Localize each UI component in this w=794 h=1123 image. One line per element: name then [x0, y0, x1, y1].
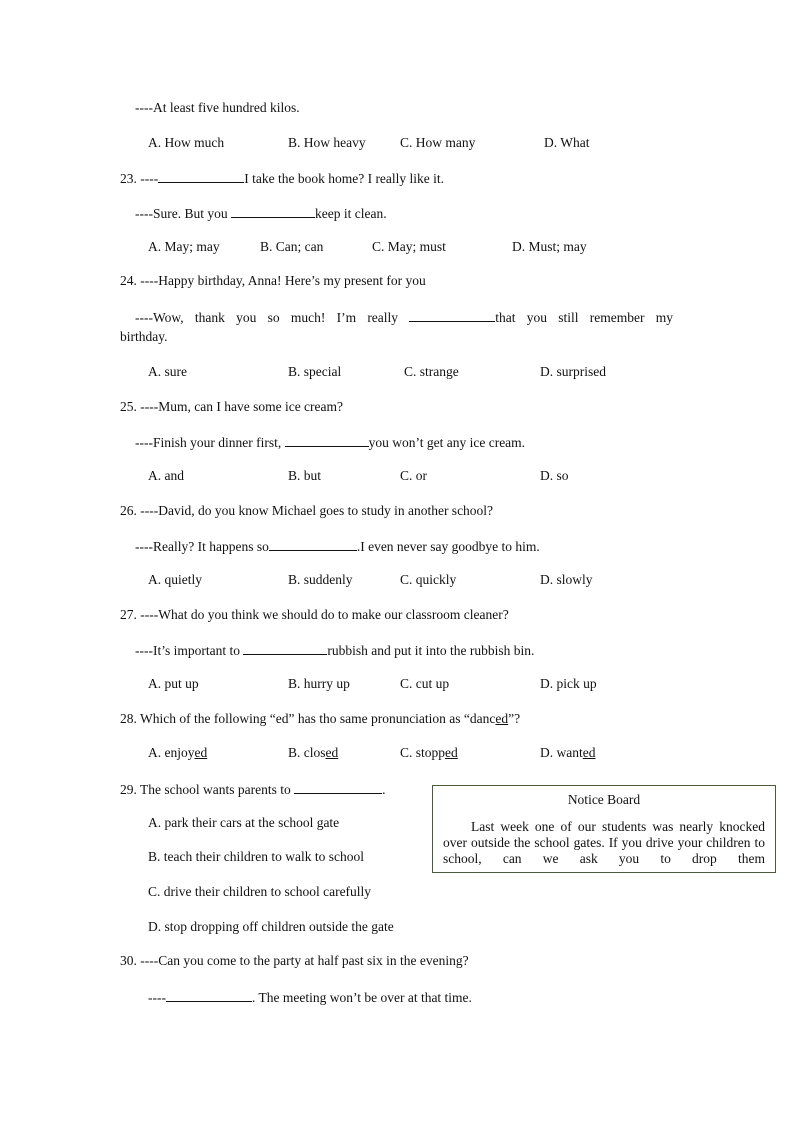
q24-option-a[interactable]: A. sure: [148, 364, 187, 379]
q23-blank-1[interactable]: [158, 168, 244, 183]
q29-option-a[interactable]: A. park their cars at the school gate: [148, 815, 340, 830]
q22-option-a[interactable]: A. How much: [148, 135, 225, 150]
q28-option-b-stem: B. clos: [288, 745, 326, 760]
q22-answer-line: ----At least five hundred kilos.: [135, 100, 300, 115]
notice-board-title: Notice Board: [567, 792, 641, 807]
q28-option-d-stem: D. want: [540, 745, 583, 760]
q27-option-d[interactable]: D. pick up: [540, 676, 597, 691]
q25-option-a[interactable]: A. and: [148, 468, 184, 483]
q25-line2-before: ----Finish your dinner first,: [135, 435, 285, 450]
q27-reply: [135, 640, 534, 660]
q29-stem-after: .: [382, 782, 386, 797]
q26-reply: [135, 536, 540, 556]
q30-line2-after: . The meeting won’t be over at that time.: [251, 990, 472, 1005]
q28-option-b[interactable]: [288, 744, 338, 762]
q26-line1: ----David, do you know Michael goes to study in another school?: [140, 503, 494, 518]
q25-number: 25.: [120, 399, 137, 414]
q28-option-a-stem: A. enjoy: [148, 745, 195, 760]
q24-line2-before: ----Wow, thank you so much! I’m really: [135, 310, 410, 325]
q27-option-c[interactable]: C. cut up: [400, 676, 450, 691]
q24-line2-after: that you still remember my: [495, 310, 673, 325]
q25-option-b[interactable]: B. but: [288, 468, 322, 483]
q26-option-d[interactable]: D. slowly: [540, 572, 593, 587]
q22-option-c[interactable]: C. How many: [400, 135, 476, 150]
q29-stem: [120, 779, 385, 799]
q27-blank[interactable]: [243, 640, 327, 655]
q26-blank[interactable]: [269, 536, 357, 551]
q29-option-d[interactable]: D. stop dropping off children outside the gate: [148, 919, 394, 934]
q24-stem: [120, 272, 426, 290]
q23-blank-2[interactable]: [231, 203, 315, 218]
q28-number: 28.: [120, 711, 137, 726]
q25-option-c[interactable]: C. or: [400, 468, 427, 483]
q24-number: 24.: [120, 273, 137, 288]
q27-line2-before: ----It’s important to: [135, 643, 244, 658]
q24-option-c[interactable]: C. strange: [404, 364, 459, 379]
q26-line2-after: .I even never say goodbye to him.: [356, 539, 540, 554]
q28-stem-after: ”?: [508, 711, 521, 726]
q24-line1: ----Happy birthday, Anna! Here’s my present for you: [140, 273, 426, 288]
q29-stem-before: The school wants parents to: [140, 782, 295, 797]
q27-option-b[interactable]: B. hurry up: [288, 676, 350, 691]
q27-line1: ----What do you think we should do to make our classroom cleaner?: [140, 607, 509, 622]
q25-reply: [135, 432, 525, 452]
q28-option-b-ending: ed: [325, 745, 339, 760]
q30-number: 30.: [120, 953, 137, 968]
q28-stem-underlined: ed: [495, 711, 509, 726]
q23-option-c[interactable]: C. May; must: [372, 239, 446, 254]
q30-stem: [120, 952, 469, 970]
q27-option-a[interactable]: A. put up: [148, 676, 199, 691]
q26-option-a[interactable]: A. quietly: [148, 572, 202, 587]
q30-blank[interactable]: [166, 987, 252, 1002]
q23-option-d[interactable]: D. Must; may: [512, 239, 587, 254]
q24-option-d[interactable]: D. surprised: [540, 364, 606, 379]
q24-reply-continued: birthday.: [120, 329, 168, 344]
q29-number: 29.: [120, 782, 137, 797]
q27-number: 27.: [120, 607, 137, 622]
q23-line2-after: keep it clean.: [314, 206, 387, 221]
q25-blank[interactable]: [285, 432, 369, 447]
q24-reply: [135, 307, 673, 327]
q30-reply: [148, 987, 472, 1007]
q22-option-d[interactable]: D. What: [544, 135, 590, 150]
q25-option-d[interactable]: D. so: [540, 468, 569, 483]
q29-blank[interactable]: [294, 779, 382, 794]
q23-reply: [135, 203, 387, 223]
q23-option-a[interactable]: A. May; may: [148, 239, 220, 254]
q29-option-b[interactable]: B. teach their children to walk to school: [148, 849, 364, 864]
q30-line2-before: ----: [148, 990, 166, 1005]
q23-stem: [120, 168, 444, 188]
q24-blank[interactable]: [409, 307, 495, 322]
q28-option-c-stem: C. stopp: [400, 745, 446, 760]
q28-option-a-ending: ed: [194, 745, 208, 760]
q26-option-c[interactable]: C. quickly: [400, 572, 457, 587]
q28-stem: [120, 710, 520, 728]
q27-line2-after: rubbish and put it into the rubbish bin.: [327, 643, 535, 658]
notice-board: [432, 785, 776, 873]
q23-number: 23.: [120, 171, 137, 186]
q28-option-a[interactable]: [148, 744, 207, 762]
q29-option-c[interactable]: C. drive their children to school carefully: [148, 884, 372, 899]
q23-option-b[interactable]: B. Can; can: [260, 239, 324, 254]
q28-option-c-ending: ed: [445, 745, 458, 760]
q28-stem-before: Which of the following “ed” has tho same pronunciation as “danc: [140, 711, 496, 726]
q26-line2-before: ----Really? It happens so: [135, 539, 269, 554]
q26-stem: [120, 502, 493, 520]
q25-line2-after: you won’t get any ice cream.: [368, 435, 526, 450]
notice-board-body: Last week one of our students was nearly knocked over outside the school gates. If you drive your children to school, can we ask you to drop them: [443, 819, 765, 866]
q24-option-b[interactable]: B. special: [288, 364, 342, 379]
q28-option-d-ending: ed: [582, 745, 596, 760]
q23-line2-before: ----Sure. But you: [135, 206, 231, 221]
q25-line1: ----Mum, can I have some ice cream?: [140, 399, 344, 414]
q28-option-d[interactable]: [540, 744, 596, 762]
q28-option-c[interactable]: [400, 744, 458, 762]
q30-line1: ----Can you come to the party at half past six in the evening?: [140, 953, 469, 968]
q26-option-b[interactable]: B. suddenly: [288, 572, 353, 587]
q22-option-b[interactable]: B. How heavy: [288, 135, 366, 150]
q23-line1-after: I take the book home? I really like it.: [244, 171, 445, 186]
q26-number: 26.: [120, 503, 137, 518]
q23-line1-before: ----: [140, 171, 159, 186]
q25-stem: [120, 398, 343, 416]
q27-stem: [120, 606, 509, 624]
